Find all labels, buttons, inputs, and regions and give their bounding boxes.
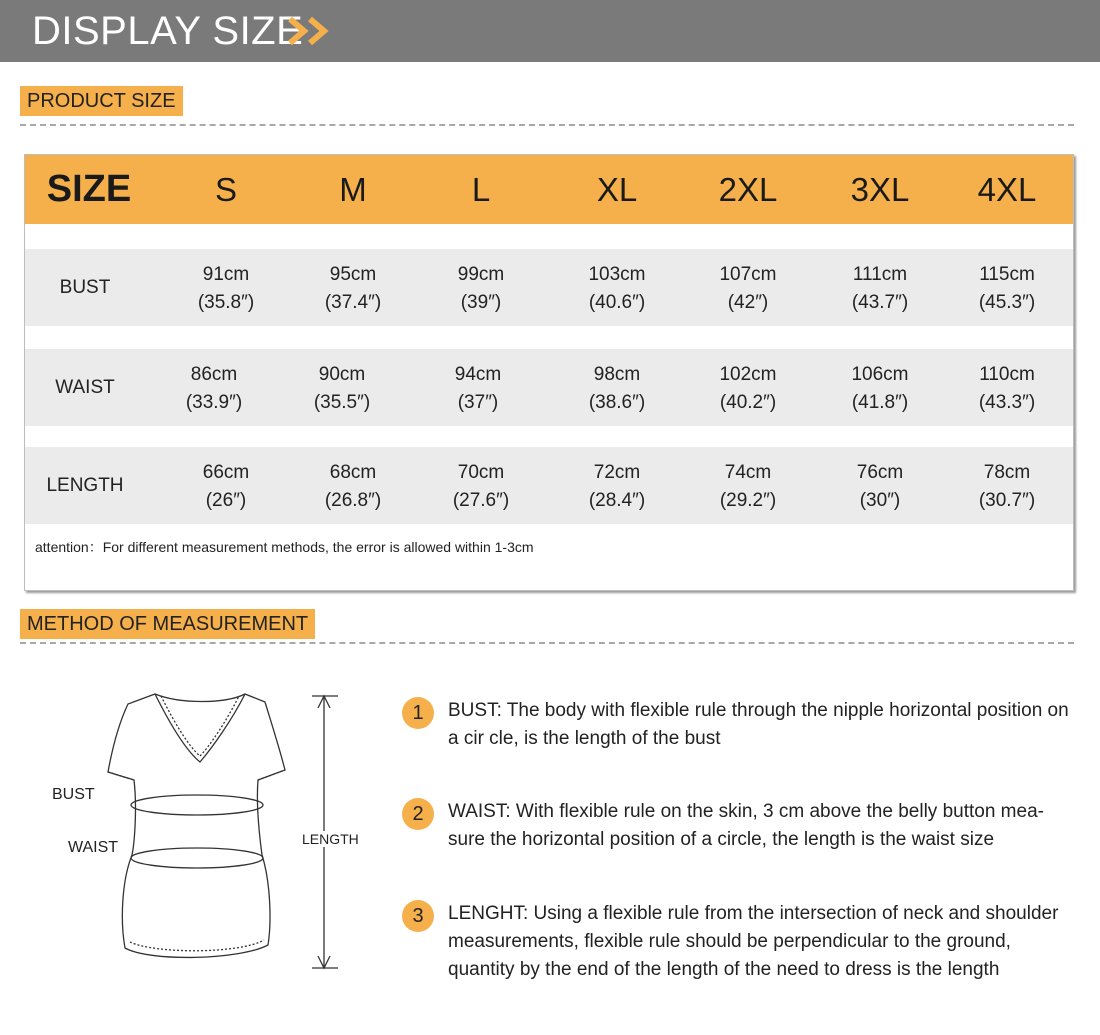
size-table bbox=[24, 154, 1074, 591]
figure-label-bust: BUST bbox=[52, 786, 95, 803]
display-size-banner bbox=[0, 0, 1100, 62]
header-l: L bbox=[471, 171, 491, 208]
table-cell: 90cm (35.5″) bbox=[313, 364, 371, 413]
table-row-waist bbox=[25, 349, 1073, 426]
table-cell: 74cm (29.2″) bbox=[719, 462, 777, 511]
table-cell: 86cm (33.9″) bbox=[185, 364, 243, 413]
header-size: SIZE bbox=[46, 168, 132, 210]
table-cell: 115cm (45.3″) bbox=[978, 264, 1036, 313]
table-row-bust bbox=[25, 249, 1073, 326]
table-cell: 107cm (42″) bbox=[719, 264, 777, 313]
header-2xl: 2XL bbox=[718, 171, 778, 208]
table-cell: 70cm (27.6″) bbox=[452, 462, 510, 511]
step-number-badge: 2 bbox=[402, 798, 434, 830]
table-cell: 106cm (41.8″) bbox=[851, 364, 909, 413]
header-4xl: 4XL bbox=[977, 171, 1037, 208]
table-cell: 95cm (37.4″) bbox=[324, 264, 382, 313]
table-cell: 66cm (26″) bbox=[202, 462, 250, 511]
step-text: BUST: The body with flexible rule through the nipple horizontal position on a cir cle, is the length of the bust bbox=[448, 700, 1069, 749]
measurement-figure bbox=[40, 680, 380, 980]
section-divider bbox=[20, 124, 1074, 126]
product-size-tag: PRODUCT SIZE bbox=[20, 86, 183, 116]
table-cell: 110cm (43.3″) bbox=[978, 364, 1036, 413]
figure-label-length: LENGTH bbox=[302, 831, 359, 847]
header-s: S bbox=[214, 171, 237, 208]
step-number-badge: 1 bbox=[402, 697, 434, 729]
header-m: M bbox=[339, 171, 367, 208]
figure-label-waist: WAIST bbox=[68, 839, 119, 856]
method-of-measurement-tag: METHOD OF MEASUREMENT bbox=[20, 609, 315, 639]
header-3xl: 3XL bbox=[850, 171, 910, 208]
table-cell: 102cm (40.2″) bbox=[719, 364, 777, 413]
step-length bbox=[402, 900, 1082, 990]
table-cell: 91cm (35.8″) bbox=[197, 264, 255, 313]
table-cell: 76cm (30″) bbox=[856, 462, 904, 511]
table-cell: 94cm (37″) bbox=[454, 364, 502, 413]
table-cell: 68cm (26.8″) bbox=[324, 462, 382, 511]
step-text: WAIST: With flexible rule on the skin, 3 cm above the belly button mea-sure the horizontal position of a circle, the length is the waist size bbox=[448, 801, 1044, 850]
double-chevron-right-icon bbox=[288, 16, 338, 46]
step-text: LENGHT: Using a flexible rule from the intersection of neck and shoulder measurements, flexible rule should be perpendicular to the ground, quantity by the end of the length of the need to dress is the length bbox=[448, 903, 1059, 980]
table-cell: 99cm (39″) bbox=[457, 264, 505, 313]
table-cell: 78cm (30.7″) bbox=[978, 462, 1036, 511]
table-cell: 103cm (40.6″) bbox=[588, 264, 646, 313]
table-cell: 72cm (28.4″) bbox=[588, 462, 646, 511]
attention-note: attention：For different measurement methods, the error is allowed within 1-3cm bbox=[35, 539, 534, 555]
header-xl: XL bbox=[596, 171, 638, 208]
row-label: BUST bbox=[59, 277, 111, 298]
row-label: LENGTH bbox=[46, 475, 124, 496]
step-waist bbox=[402, 798, 1082, 858]
step-number-badge: 3 bbox=[402, 900, 434, 932]
section-divider bbox=[20, 642, 1074, 644]
size-table-header bbox=[25, 155, 1073, 224]
table-cell: 111cm (43.7″) bbox=[851, 264, 909, 313]
row-label: WAIST bbox=[55, 377, 115, 398]
table-cell: 98cm (38.6″) bbox=[588, 364, 646, 413]
table-row-length bbox=[25, 447, 1073, 524]
banner-title: DISPLAY SIZE bbox=[32, 9, 304, 53]
step-bust bbox=[402, 697, 1082, 757]
t-shirt-outline-icon bbox=[40, 680, 380, 980]
